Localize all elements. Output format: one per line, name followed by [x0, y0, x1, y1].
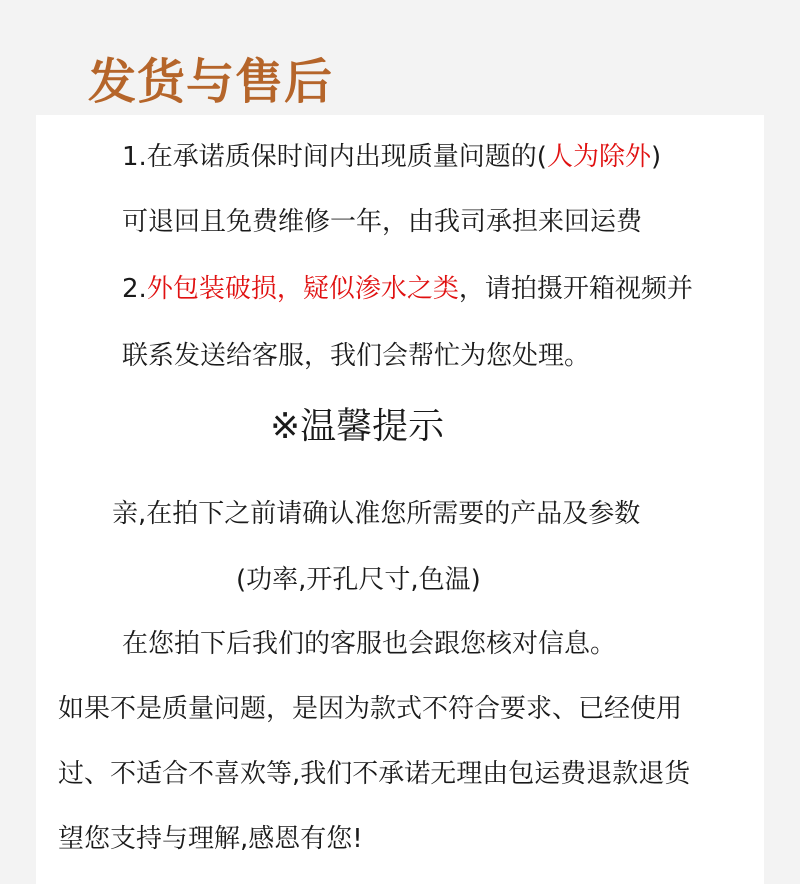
item-2-highlight: 外包装破损，疑似渗水之类 — [146, 274, 459, 304]
after-sales-item-2 — [122, 272, 693, 306]
page-title: 发货与售后 — [88, 54, 334, 110]
tip-heading: ※温馨提示 — [270, 406, 445, 447]
after-sales-item-2-line-2: 联系发送给客服，我们会帮忙为您处理。 — [122, 341, 591, 371]
item-1-prefix: 1.在承诺质保时间内出现质量问题的( — [122, 142, 547, 172]
item-1-suffix: ) — [650, 142, 662, 172]
tip-line-2: (功率,开孔尺寸,色温) — [236, 565, 481, 595]
after-sales-item-1 — [122, 140, 661, 174]
item-2-suffix: ，请拍摄开箱视频并 — [458, 274, 693, 304]
tip-line-6: 望您支持与理解,感恩有您! — [58, 824, 363, 854]
tip-line-3: 在您拍下后我们的客服也会跟您核对信息。 — [122, 629, 617, 659]
item-1-exception: 人为除外 — [546, 142, 651, 172]
tip-line-5: 过、不适合不喜欢等,我们不承诺无理由包运费退款退货 — [58, 759, 691, 789]
tip-line-4: 如果不是质量问题，是因为款式不符合要求、已经使用 — [58, 694, 683, 724]
item-2-prefix: 2. — [122, 274, 147, 304]
after-sales-item-1-line-2: 可退回且免费维修一年，由我司承担来回运费 — [122, 207, 643, 237]
tip-line-1: 亲,在拍下之前请确认准您所需要的产品及参数 — [112, 499, 641, 529]
